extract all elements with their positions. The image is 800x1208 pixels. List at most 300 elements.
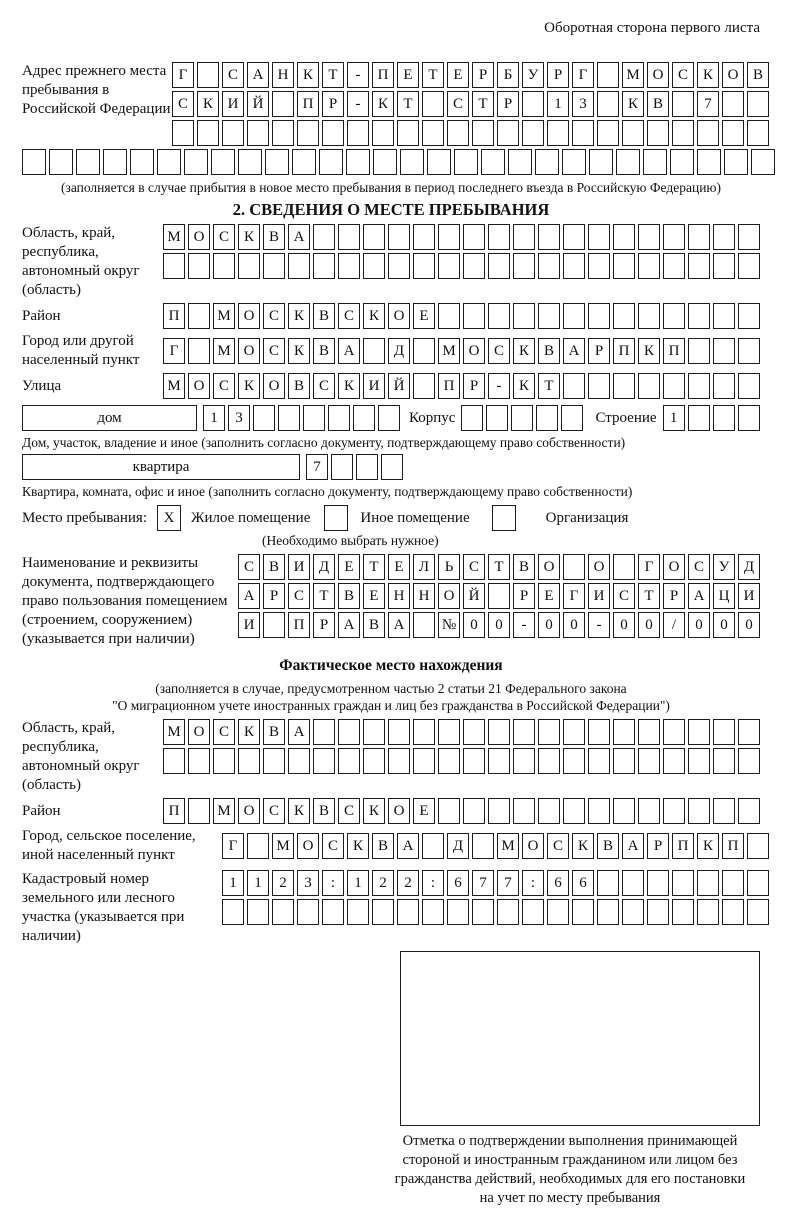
char-cell[interactable]: Р bbox=[313, 612, 335, 638]
char-cell[interactable]: П bbox=[672, 833, 694, 859]
char-cell[interactable]: К bbox=[372, 91, 394, 117]
char-cell[interactable] bbox=[672, 120, 694, 146]
stay-type-checkbox-organization[interactable] bbox=[492, 505, 516, 531]
char-cell[interactable] bbox=[247, 120, 269, 146]
char-cell[interactable]: П bbox=[297, 91, 319, 117]
char-cell[interactable]: К bbox=[363, 303, 385, 329]
char-cell[interactable] bbox=[747, 833, 769, 859]
char-cell[interactable] bbox=[422, 899, 444, 925]
char-cell[interactable]: О bbox=[438, 583, 460, 609]
char-cell[interactable] bbox=[597, 62, 619, 88]
char-cell[interactable]: 1 bbox=[347, 870, 369, 896]
char-cell[interactable]: О bbox=[238, 798, 260, 824]
char-cell[interactable]: 6 bbox=[447, 870, 469, 896]
char-cell[interactable] bbox=[303, 405, 325, 431]
char-cell[interactable] bbox=[353, 405, 375, 431]
char-cell[interactable] bbox=[263, 612, 285, 638]
char-cell[interactable]: Ь bbox=[438, 554, 460, 580]
char-cell[interactable] bbox=[363, 748, 385, 774]
char-cell[interactable] bbox=[588, 224, 610, 250]
char-cell[interactable]: В bbox=[313, 338, 335, 364]
char-cell[interactable] bbox=[372, 120, 394, 146]
char-cell[interactable]: М bbox=[622, 62, 644, 88]
char-cell[interactable] bbox=[638, 253, 660, 279]
char-cell[interactable] bbox=[400, 149, 424, 175]
char-cell[interactable]: 7 bbox=[697, 91, 719, 117]
char-cell[interactable] bbox=[363, 719, 385, 745]
char-cell[interactable] bbox=[488, 748, 510, 774]
char-cell[interactable] bbox=[588, 798, 610, 824]
char-cell[interactable] bbox=[647, 899, 669, 925]
char-cell[interactable]: № bbox=[438, 612, 460, 638]
char-cell[interactable]: О bbox=[663, 554, 685, 580]
char-cell[interactable] bbox=[613, 224, 635, 250]
char-cell[interactable] bbox=[688, 405, 710, 431]
char-cell[interactable] bbox=[713, 338, 735, 364]
char-cell[interactable] bbox=[613, 748, 635, 774]
char-cell[interactable]: Е bbox=[338, 554, 360, 580]
char-cell[interactable]: К bbox=[338, 373, 360, 399]
char-cell[interactable]: М bbox=[272, 833, 294, 859]
char-cell[interactable]: П bbox=[663, 338, 685, 364]
char-cell[interactable]: С bbox=[313, 373, 335, 399]
char-cell[interactable]: Р bbox=[513, 583, 535, 609]
char-cell[interactable] bbox=[413, 612, 435, 638]
char-cell[interactable]: К bbox=[288, 798, 310, 824]
char-cell[interactable] bbox=[738, 748, 760, 774]
char-cell[interactable]: А bbox=[288, 719, 310, 745]
char-cell[interactable] bbox=[253, 405, 275, 431]
char-cell[interactable] bbox=[488, 719, 510, 745]
char-cell[interactable] bbox=[163, 253, 185, 279]
char-cell[interactable] bbox=[488, 583, 510, 609]
char-cell[interactable] bbox=[356, 454, 378, 480]
char-cell[interactable] bbox=[588, 253, 610, 279]
char-cell[interactable]: О bbox=[297, 833, 319, 859]
char-cell[interactable] bbox=[563, 253, 585, 279]
char-cell[interactable] bbox=[222, 120, 244, 146]
char-cell[interactable]: А bbox=[688, 583, 710, 609]
char-cell[interactable] bbox=[613, 373, 635, 399]
char-cell[interactable] bbox=[563, 748, 585, 774]
char-cell[interactable]: Й bbox=[388, 373, 410, 399]
char-cell[interactable]: С bbox=[238, 554, 260, 580]
char-cell[interactable]: Т bbox=[397, 91, 419, 117]
char-cell[interactable] bbox=[751, 149, 775, 175]
char-cell[interactable]: 0 bbox=[488, 612, 510, 638]
char-cell[interactable] bbox=[427, 149, 451, 175]
char-cell[interactable] bbox=[331, 454, 353, 480]
char-cell[interactable] bbox=[597, 899, 619, 925]
char-cell[interactable] bbox=[647, 870, 669, 896]
char-cell[interactable]: Д bbox=[738, 554, 760, 580]
char-cell[interactable] bbox=[472, 833, 494, 859]
char-cell[interactable] bbox=[157, 149, 181, 175]
char-cell[interactable]: Р bbox=[322, 91, 344, 117]
char-cell[interactable] bbox=[413, 224, 435, 250]
char-cell[interactable] bbox=[535, 149, 559, 175]
char-cell[interactable]: В bbox=[313, 303, 335, 329]
char-cell[interactable]: Й bbox=[247, 91, 269, 117]
char-cell[interactable]: К bbox=[297, 62, 319, 88]
char-cell[interactable]: С bbox=[322, 833, 344, 859]
char-cell[interactable]: Д bbox=[447, 833, 469, 859]
char-cell[interactable] bbox=[338, 224, 360, 250]
char-cell[interactable]: - bbox=[588, 612, 610, 638]
char-cell[interactable]: К bbox=[238, 719, 260, 745]
char-cell[interactable] bbox=[547, 120, 569, 146]
char-cell[interactable] bbox=[588, 719, 610, 745]
char-cell[interactable] bbox=[713, 303, 735, 329]
char-cell[interactable] bbox=[319, 149, 343, 175]
char-cell[interactable] bbox=[347, 120, 369, 146]
char-cell[interactable] bbox=[463, 253, 485, 279]
char-cell[interactable]: Й bbox=[463, 583, 485, 609]
char-cell[interactable]: Г bbox=[222, 833, 244, 859]
char-cell[interactable]: С bbox=[288, 583, 310, 609]
char-cell[interactable]: И bbox=[363, 373, 385, 399]
char-cell[interactable]: 3 bbox=[228, 405, 250, 431]
char-cell[interactable]: В bbox=[372, 833, 394, 859]
char-cell[interactable] bbox=[197, 120, 219, 146]
char-cell[interactable] bbox=[288, 748, 310, 774]
char-cell[interactable]: Е bbox=[388, 554, 410, 580]
char-cell[interactable]: О bbox=[388, 798, 410, 824]
char-cell[interactable]: 1 bbox=[547, 91, 569, 117]
char-cell[interactable]: Р bbox=[588, 338, 610, 364]
char-cell[interactable]: 2 bbox=[372, 870, 394, 896]
char-cell[interactable] bbox=[463, 224, 485, 250]
char-cell[interactable] bbox=[413, 253, 435, 279]
char-cell[interactable] bbox=[438, 748, 460, 774]
char-cell[interactable]: / bbox=[663, 612, 685, 638]
char-cell[interactable] bbox=[747, 870, 769, 896]
char-cell[interactable] bbox=[213, 748, 235, 774]
char-cell[interactable] bbox=[322, 899, 344, 925]
char-cell[interactable]: 3 bbox=[297, 870, 319, 896]
char-cell[interactable] bbox=[663, 719, 685, 745]
char-cell[interactable] bbox=[672, 899, 694, 925]
char-cell[interactable]: Т bbox=[422, 62, 444, 88]
char-cell[interactable]: А bbox=[388, 612, 410, 638]
char-cell[interactable]: А bbox=[238, 583, 260, 609]
char-cell[interactable]: - bbox=[347, 62, 369, 88]
char-cell[interactable]: Т bbox=[363, 554, 385, 580]
char-cell[interactable] bbox=[472, 120, 494, 146]
char-cell[interactable]: К bbox=[697, 833, 719, 859]
char-cell[interactable] bbox=[688, 373, 710, 399]
char-cell[interactable] bbox=[563, 373, 585, 399]
char-cell[interactable]: В bbox=[263, 719, 285, 745]
char-cell[interactable]: К bbox=[697, 62, 719, 88]
char-cell[interactable]: И bbox=[238, 612, 260, 638]
char-cell[interactable] bbox=[563, 719, 585, 745]
char-cell[interactable] bbox=[538, 224, 560, 250]
char-cell[interactable] bbox=[688, 798, 710, 824]
char-cell[interactable]: Е bbox=[413, 798, 435, 824]
char-cell[interactable]: А bbox=[563, 338, 585, 364]
char-cell[interactable] bbox=[513, 224, 535, 250]
char-cell[interactable] bbox=[388, 253, 410, 279]
char-cell[interactable] bbox=[663, 748, 685, 774]
char-cell[interactable] bbox=[538, 719, 560, 745]
char-cell[interactable] bbox=[413, 373, 435, 399]
char-cell[interactable] bbox=[561, 405, 583, 431]
char-cell[interactable] bbox=[697, 899, 719, 925]
char-cell[interactable] bbox=[508, 149, 532, 175]
char-cell[interactable]: О bbox=[188, 719, 210, 745]
char-cell[interactable]: Т bbox=[313, 583, 335, 609]
char-cell[interactable]: К bbox=[622, 91, 644, 117]
char-cell[interactable] bbox=[738, 798, 760, 824]
char-cell[interactable]: В bbox=[747, 62, 769, 88]
char-cell[interactable] bbox=[688, 303, 710, 329]
char-cell[interactable] bbox=[536, 405, 558, 431]
char-cell[interactable] bbox=[363, 253, 385, 279]
char-cell[interactable] bbox=[572, 899, 594, 925]
char-cell[interactable]: Т bbox=[322, 62, 344, 88]
char-cell[interactable] bbox=[713, 224, 735, 250]
char-cell[interactable]: 3 bbox=[572, 91, 594, 117]
char-cell[interactable] bbox=[422, 833, 444, 859]
char-cell[interactable]: И bbox=[738, 583, 760, 609]
char-cell[interactable]: А bbox=[622, 833, 644, 859]
char-cell[interactable]: О bbox=[388, 303, 410, 329]
char-cell[interactable] bbox=[738, 405, 760, 431]
char-cell[interactable]: Е bbox=[363, 583, 385, 609]
char-cell[interactable] bbox=[363, 224, 385, 250]
char-cell[interactable] bbox=[447, 899, 469, 925]
char-cell[interactable]: 7 bbox=[306, 454, 328, 480]
stay-type-checkbox-other[interactable] bbox=[324, 505, 348, 531]
char-cell[interactable] bbox=[513, 253, 535, 279]
char-cell[interactable] bbox=[738, 338, 760, 364]
char-cell[interactable]: Р bbox=[497, 91, 519, 117]
char-cell[interactable] bbox=[688, 224, 710, 250]
char-cell[interactable] bbox=[747, 899, 769, 925]
char-cell[interactable] bbox=[688, 253, 710, 279]
char-cell[interactable] bbox=[547, 899, 569, 925]
char-cell[interactable]: О bbox=[463, 338, 485, 364]
char-cell[interactable] bbox=[538, 303, 560, 329]
char-cell[interactable] bbox=[513, 303, 535, 329]
char-cell[interactable]: - bbox=[347, 91, 369, 117]
char-cell[interactable] bbox=[638, 303, 660, 329]
char-cell[interactable]: С bbox=[488, 338, 510, 364]
char-cell[interactable] bbox=[738, 373, 760, 399]
char-cell[interactable] bbox=[522, 120, 544, 146]
char-cell[interactable] bbox=[697, 120, 719, 146]
char-cell[interactable]: 1 bbox=[663, 405, 685, 431]
char-cell[interactable]: В bbox=[288, 373, 310, 399]
char-cell[interactable]: 0 bbox=[463, 612, 485, 638]
char-cell[interactable] bbox=[713, 253, 735, 279]
char-cell[interactable]: В bbox=[513, 554, 535, 580]
char-cell[interactable]: Г bbox=[572, 62, 594, 88]
char-cell[interactable] bbox=[747, 120, 769, 146]
char-cell[interactable]: О bbox=[538, 554, 560, 580]
char-cell[interactable] bbox=[663, 798, 685, 824]
char-cell[interactable]: В bbox=[263, 554, 285, 580]
char-cell[interactable] bbox=[616, 149, 640, 175]
char-cell[interactable] bbox=[454, 149, 478, 175]
char-cell[interactable]: Д bbox=[313, 554, 335, 580]
char-cell[interactable] bbox=[247, 899, 269, 925]
char-cell[interactable] bbox=[263, 748, 285, 774]
char-cell[interactable]: П bbox=[163, 798, 185, 824]
char-cell[interactable]: К bbox=[513, 373, 535, 399]
char-cell[interactable] bbox=[713, 405, 735, 431]
char-cell[interactable]: А bbox=[247, 62, 269, 88]
char-cell[interactable]: С bbox=[613, 583, 635, 609]
char-cell[interactable] bbox=[238, 748, 260, 774]
char-cell[interactable]: 7 bbox=[472, 870, 494, 896]
stay-type-checkbox-residential[interactable]: X bbox=[157, 505, 181, 531]
char-cell[interactable]: М bbox=[213, 798, 235, 824]
char-cell[interactable]: В bbox=[313, 798, 335, 824]
char-cell[interactable] bbox=[722, 120, 744, 146]
char-cell[interactable]: Л bbox=[413, 554, 435, 580]
char-cell[interactable] bbox=[663, 253, 685, 279]
char-cell[interactable]: 6 bbox=[547, 870, 569, 896]
char-cell[interactable] bbox=[438, 719, 460, 745]
char-cell[interactable]: О bbox=[722, 62, 744, 88]
char-cell[interactable]: А bbox=[288, 224, 310, 250]
char-cell[interactable]: Н bbox=[272, 62, 294, 88]
char-cell[interactable] bbox=[663, 373, 685, 399]
char-cell[interactable] bbox=[497, 899, 519, 925]
char-cell[interactable]: С bbox=[213, 224, 235, 250]
char-cell[interactable] bbox=[597, 120, 619, 146]
char-cell[interactable] bbox=[438, 224, 460, 250]
char-cell[interactable] bbox=[76, 149, 100, 175]
char-cell[interactable] bbox=[313, 719, 335, 745]
char-cell[interactable] bbox=[272, 899, 294, 925]
char-cell[interactable]: Е bbox=[413, 303, 435, 329]
char-cell[interactable]: - bbox=[513, 612, 535, 638]
char-cell[interactable] bbox=[397, 120, 419, 146]
char-cell[interactable]: П bbox=[613, 338, 635, 364]
char-cell[interactable] bbox=[713, 748, 735, 774]
char-cell[interactable]: 0 bbox=[563, 612, 585, 638]
char-cell[interactable] bbox=[572, 120, 594, 146]
char-cell[interactable] bbox=[247, 833, 269, 859]
char-cell[interactable] bbox=[188, 798, 210, 824]
char-cell[interactable]: - bbox=[488, 373, 510, 399]
char-cell[interactable] bbox=[513, 798, 535, 824]
char-cell[interactable]: Т bbox=[472, 91, 494, 117]
char-cell[interactable]: Ц bbox=[713, 583, 735, 609]
char-cell[interactable]: 6 bbox=[572, 870, 594, 896]
char-cell[interactable]: Т bbox=[638, 583, 660, 609]
char-cell[interactable]: М bbox=[163, 373, 185, 399]
char-cell[interactable]: С bbox=[672, 62, 694, 88]
char-cell[interactable] bbox=[563, 224, 585, 250]
char-cell[interactable] bbox=[378, 405, 400, 431]
char-cell[interactable] bbox=[613, 554, 635, 580]
char-cell[interactable]: О bbox=[647, 62, 669, 88]
char-cell[interactable]: А bbox=[397, 833, 419, 859]
char-cell[interactable] bbox=[738, 253, 760, 279]
char-cell[interactable] bbox=[488, 303, 510, 329]
char-cell[interactable]: Е bbox=[447, 62, 469, 88]
char-cell[interactable] bbox=[513, 719, 535, 745]
char-cell[interactable] bbox=[292, 149, 316, 175]
char-cell[interactable] bbox=[388, 719, 410, 745]
char-cell[interactable]: 1 bbox=[247, 870, 269, 896]
char-cell[interactable] bbox=[278, 405, 300, 431]
char-cell[interactable]: О bbox=[188, 373, 210, 399]
char-cell[interactable] bbox=[622, 120, 644, 146]
char-cell[interactable] bbox=[338, 719, 360, 745]
char-cell[interactable]: С bbox=[338, 303, 360, 329]
char-cell[interactable]: Г bbox=[172, 62, 194, 88]
char-cell[interactable]: П bbox=[288, 612, 310, 638]
char-cell[interactable]: 1 bbox=[222, 870, 244, 896]
char-cell[interactable] bbox=[589, 149, 613, 175]
char-cell[interactable]: Г bbox=[638, 554, 660, 580]
char-cell[interactable] bbox=[188, 303, 210, 329]
char-cell[interactable] bbox=[643, 149, 667, 175]
char-cell[interactable] bbox=[130, 149, 154, 175]
char-cell[interactable]: М bbox=[163, 719, 185, 745]
char-cell[interactable]: С bbox=[463, 554, 485, 580]
char-cell[interactable]: А bbox=[338, 612, 360, 638]
char-cell[interactable]: Б bbox=[497, 62, 519, 88]
char-cell[interactable] bbox=[622, 899, 644, 925]
char-cell[interactable]: И bbox=[222, 91, 244, 117]
char-cell[interactable]: 7 bbox=[497, 870, 519, 896]
char-cell[interactable]: С bbox=[213, 719, 235, 745]
char-cell[interactable]: Е bbox=[538, 583, 560, 609]
char-cell[interactable] bbox=[486, 405, 508, 431]
char-cell[interactable] bbox=[511, 405, 533, 431]
char-cell[interactable] bbox=[397, 899, 419, 925]
char-cell[interactable] bbox=[188, 748, 210, 774]
char-cell[interactable] bbox=[238, 253, 260, 279]
char-cell[interactable]: С bbox=[263, 303, 285, 329]
char-cell[interactable] bbox=[447, 120, 469, 146]
char-cell[interactable] bbox=[265, 149, 289, 175]
char-cell[interactable] bbox=[713, 373, 735, 399]
char-cell[interactable] bbox=[313, 224, 335, 250]
char-cell[interactable]: Т bbox=[538, 373, 560, 399]
char-cell[interactable]: Е bbox=[397, 62, 419, 88]
char-cell[interactable]: : bbox=[322, 870, 344, 896]
char-cell[interactable] bbox=[481, 149, 505, 175]
char-cell[interactable]: С bbox=[338, 798, 360, 824]
char-cell[interactable] bbox=[211, 149, 235, 175]
char-cell[interactable]: В bbox=[647, 91, 669, 117]
char-cell[interactable]: 0 bbox=[688, 612, 710, 638]
char-cell[interactable] bbox=[613, 719, 635, 745]
char-cell[interactable] bbox=[738, 224, 760, 250]
char-cell[interactable] bbox=[722, 899, 744, 925]
char-cell[interactable] bbox=[738, 719, 760, 745]
char-cell[interactable] bbox=[597, 870, 619, 896]
char-cell[interactable]: М bbox=[497, 833, 519, 859]
char-cell[interactable]: И bbox=[288, 554, 310, 580]
char-cell[interactable] bbox=[338, 748, 360, 774]
char-cell[interactable] bbox=[647, 120, 669, 146]
char-cell[interactable] bbox=[381, 454, 403, 480]
char-cell[interactable]: М bbox=[163, 224, 185, 250]
char-cell[interactable]: К bbox=[347, 833, 369, 859]
char-cell[interactable]: П bbox=[722, 833, 744, 859]
char-cell[interactable] bbox=[363, 338, 385, 364]
char-cell[interactable] bbox=[538, 748, 560, 774]
char-cell[interactable] bbox=[213, 253, 235, 279]
